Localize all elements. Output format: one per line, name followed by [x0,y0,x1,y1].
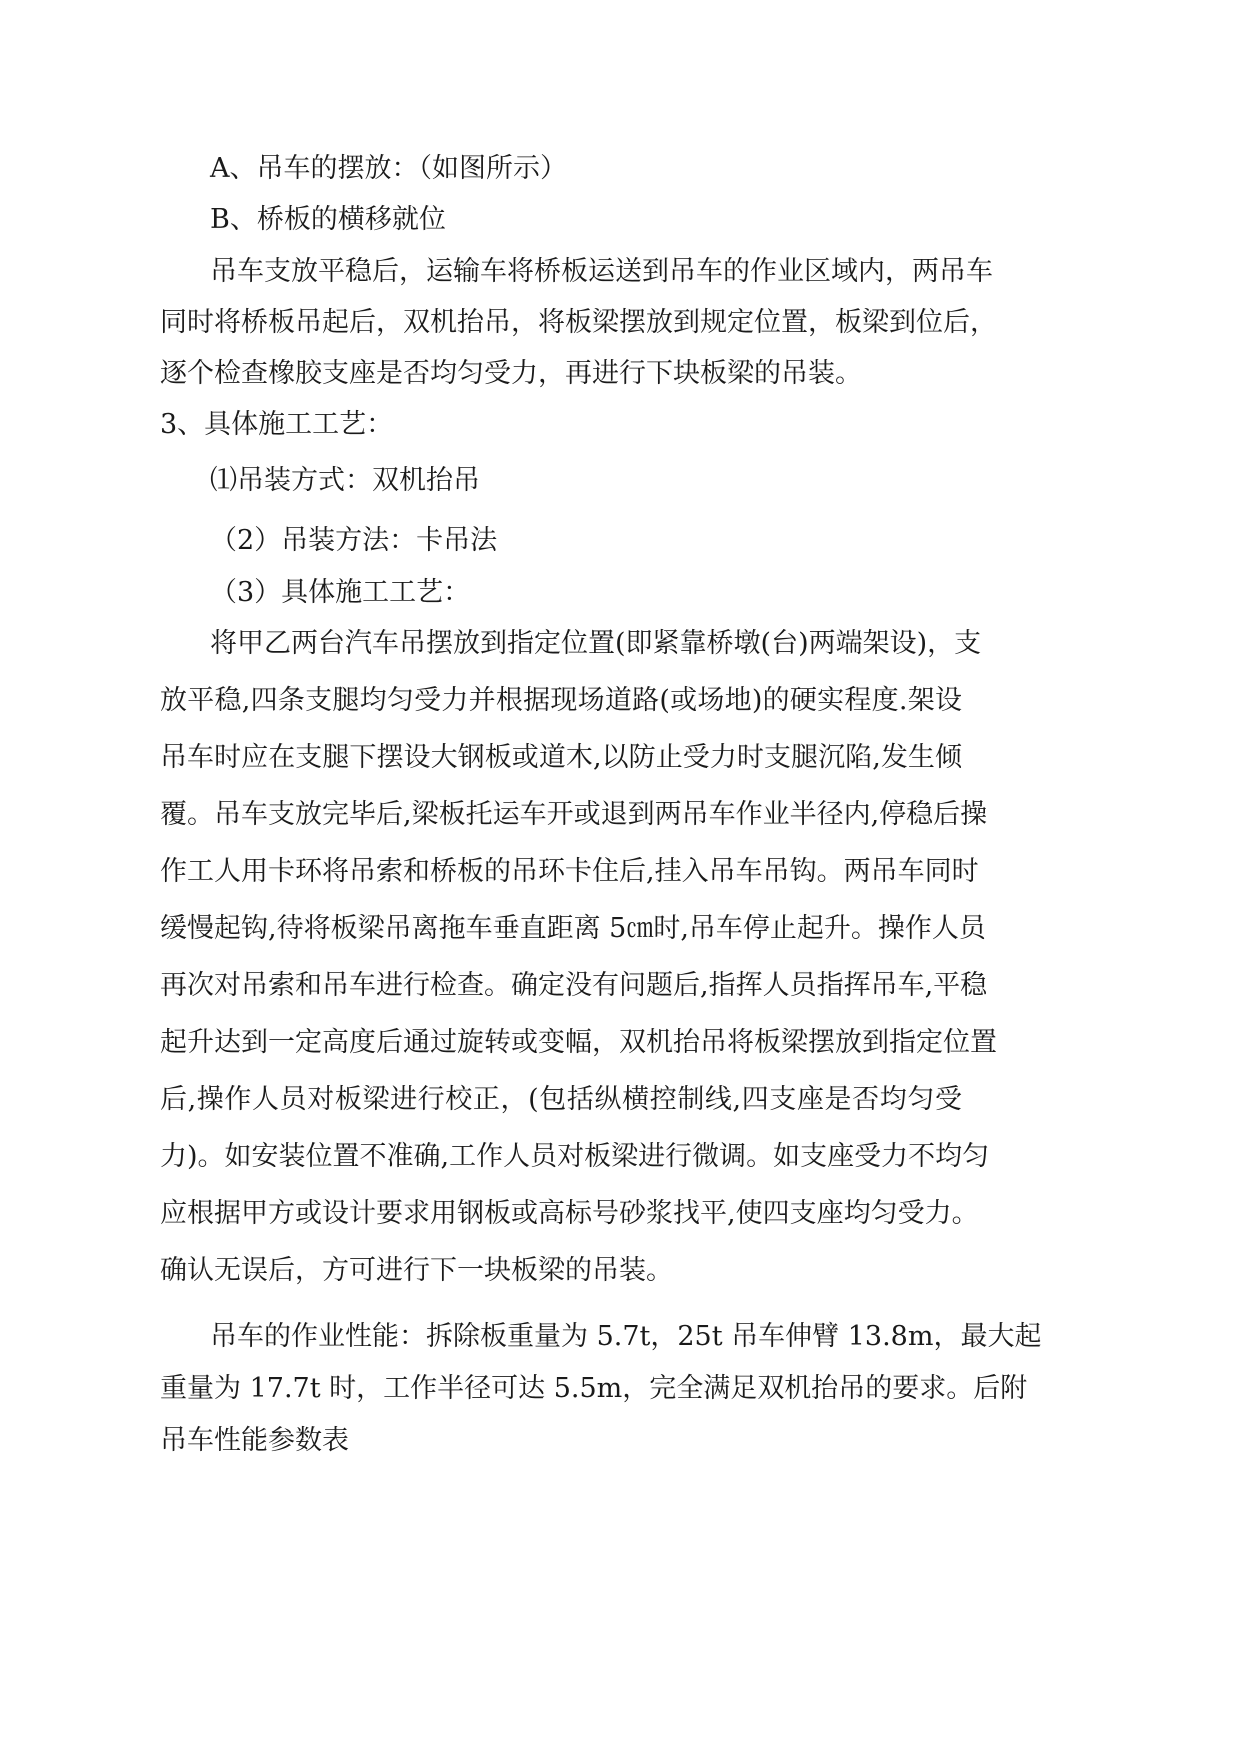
body-line-10: 力)。如安装位置不准确,工作人员对板梁进行微调。如支座受力不均匀 [160,1141,990,1172]
paragraph-b-line-3: 逐个检查橡胶支座是否均匀受力，再进行下块板梁的吊装。 [160,358,862,389]
section-3-heading: 3、具体施工工艺： [160,409,394,440]
body-line-1: 将甲乙两台汽车吊摆放到指定位置(即紧靠桥墩(台)两端架设)，支 [210,628,982,659]
body-line-7: 再次对吊索和吊车进行检查。确定没有问题后,指挥人员指挥吊车,平稳 [160,970,988,1001]
heading-a: A、吊车的摆放：（如图所示） [210,153,567,184]
performance-line-2: 重量为 17.7t 时，工作半径可达 5.5m，完全满足双机抬吊的要求。后附 [160,1373,1028,1404]
body-line-5: 作工人用卡环将吊索和桥板的吊环卡住后,挂入吊车吊钩。两吊车同时 [160,856,979,887]
body-line-3: 吊车时应在支腿下摆设大钢板或道木,以防止受力时支腿沉陷,发生倾 [160,742,962,773]
body-line-11: 应根据甲方或设计要求用钢板或高标号砂浆找平,使四支座均匀受力。 [160,1198,979,1229]
performance-line-3: 吊车性能参数表 [160,1425,349,1456]
section-3-item-3: （3）具体施工工艺： [210,577,471,608]
body-line-9: 后,操作人员对板梁进行校正，(包括纵横控制线,四支座是否均匀受 [160,1084,962,1115]
section-3-item-2: （2）吊装方法：卡吊法 [210,525,498,556]
section-3-item-1: ⑴吊装方式：双机抬吊 [210,465,480,496]
body-line-4: 覆。吊车支放完毕后,梁板托运车开或退到两吊车作业半径内,停稳后操 [160,799,988,830]
body-line-8: 起升达到一定高度后通过旋转或变幅，双机抬吊将板梁摆放到指定位置 [160,1027,997,1058]
body-line-6: 缓慢起钩,待将板梁吊离拖车垂直距离 5㎝时,吊车停止起升。操作人员 [160,913,986,944]
paragraph-b-line-1: 吊车支放平稳后，运输车将桥板运送到吊车的作业区域内，两吊车 [210,256,993,287]
body-line-2: 放平稳,四条支腿均匀受力并根据现场道路(或场地)的硬实程度.架设 [160,685,962,716]
performance-line-1: 吊车的作业性能：拆除板重量为 5.7t，25t 吊车伸臂 13.8m，最大起 [210,1321,1042,1352]
heading-b: B、桥板的横移就位 [210,204,446,235]
paragraph-b-line-2: 同时将桥板吊起后，双机抬吊，将板梁摆放到规定位置，板梁到位后， [160,307,997,338]
body-line-12: 确认无误后，方可进行下一块板梁的吊装。 [160,1255,673,1286]
